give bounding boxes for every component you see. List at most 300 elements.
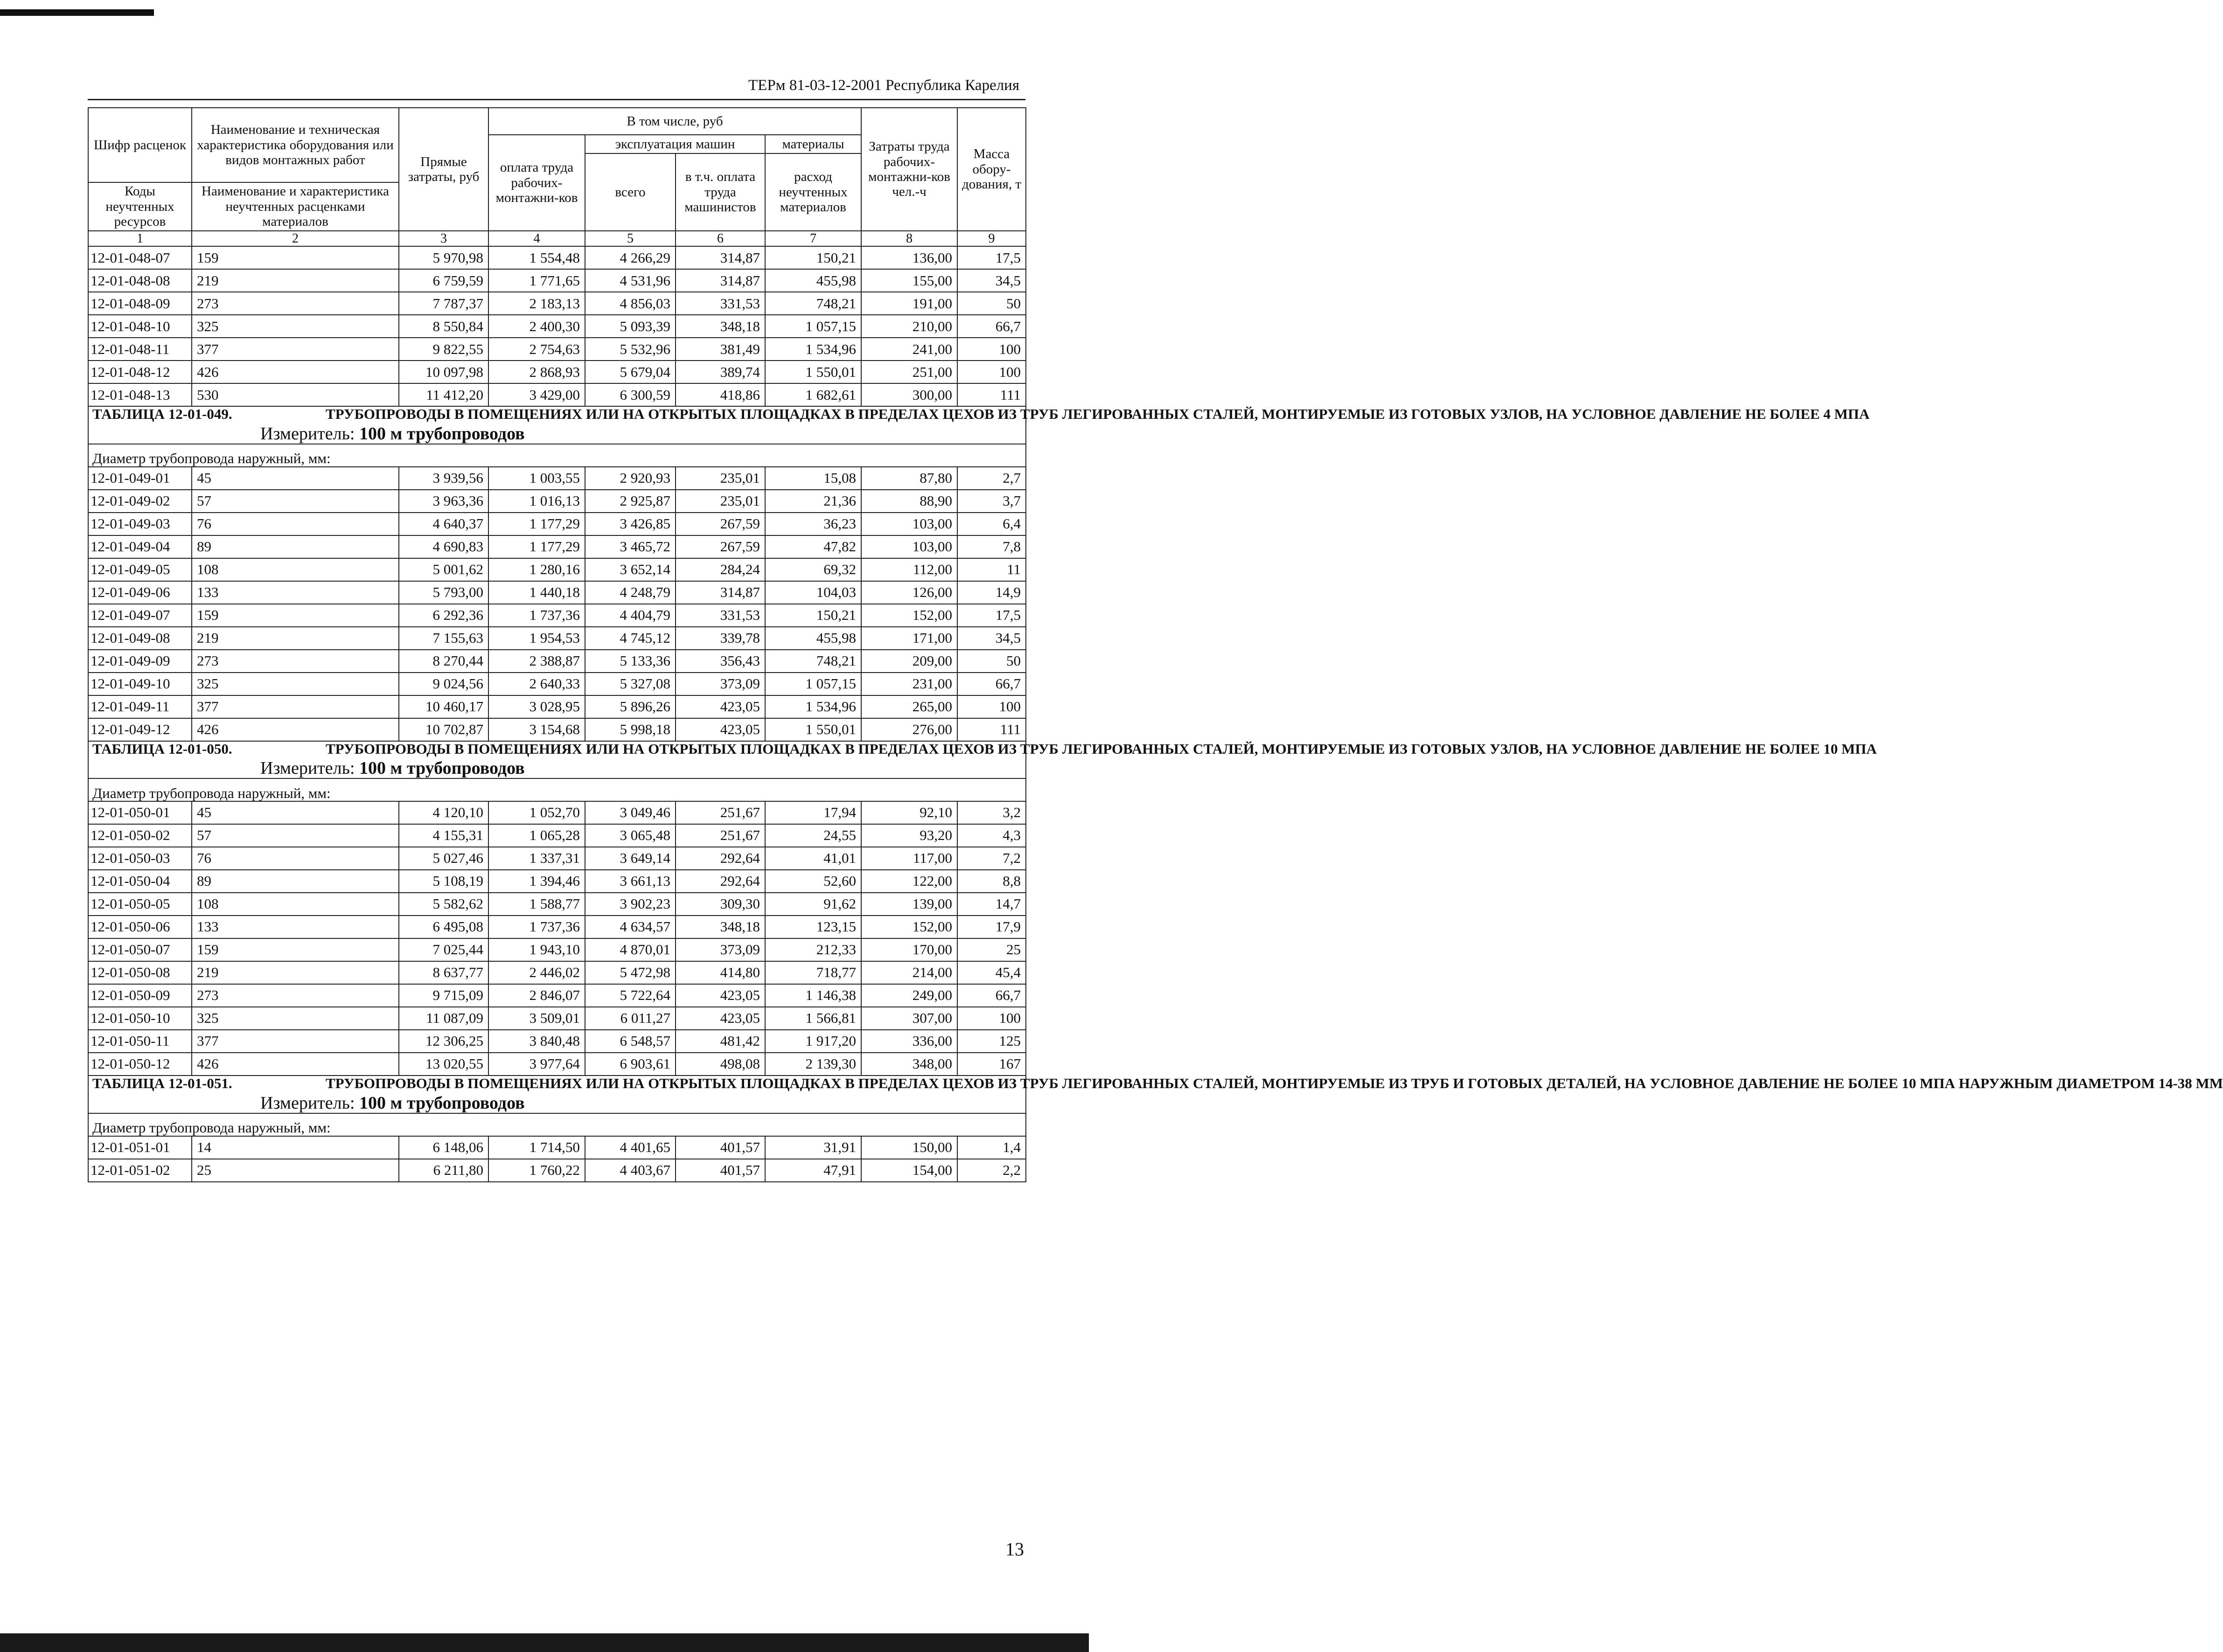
- header-labor-pay: оплата труда рабочих-монтажни-ков: [488, 135, 585, 231]
- labor-pay-cell: 1 954,53: [488, 627, 585, 650]
- materials-cost-cell: 123,15: [765, 916, 861, 938]
- machines-cost-cell: 3 652,14: [585, 558, 676, 581]
- table-row: [88, 916, 1026, 938]
- header-unaccounted-materials: расход неучтенных материалов: [765, 153, 861, 231]
- mass-cell: 111: [957, 383, 1026, 406]
- mass-cell: 45,4: [957, 961, 1026, 984]
- operators-pay-cell: 235,01: [676, 490, 765, 513]
- meter-value: 100 м трубопроводов: [359, 423, 525, 444]
- document-header: ТЕРм 81-03-12-2001 Республика Карелия: [748, 77, 1019, 94]
- labor-pay-cell: 2 388,87: [488, 650, 585, 673]
- direct-cost-cell: 9 024,56: [399, 673, 488, 695]
- materials-cost-cell: 52,60: [765, 870, 861, 893]
- rate-code: 12-01-049-07: [88, 604, 192, 627]
- table-row: [88, 847, 1026, 870]
- section-subheading-row: [88, 444, 1026, 467]
- diameter-cell: 25: [192, 1159, 399, 1182]
- labor-pay-cell: 1 714,50: [488, 1136, 585, 1159]
- mass-cell: 2,2: [957, 1159, 1026, 1182]
- direct-cost-cell: 6 211,80: [399, 1159, 488, 1182]
- section-title-prefix: ТАБЛИЦА 12-01-051.: [92, 1075, 232, 1092]
- materials-cost-cell: 1 682,61: [765, 383, 861, 406]
- materials-cost-cell: 91,62: [765, 893, 861, 916]
- machines-cost-cell: 6 903,61: [585, 1053, 676, 1076]
- operators-pay-cell: 284,24: [676, 558, 765, 581]
- diameter-cell: 325: [192, 315, 399, 338]
- diameter-cell: 76: [192, 513, 399, 535]
- mass-cell: 66,7: [957, 315, 1026, 338]
- direct-cost-cell: 6 148,06: [399, 1136, 488, 1159]
- rate-code: 12-01-049-05: [88, 558, 192, 581]
- machines-cost-cell: 5 472,98: [585, 961, 676, 984]
- operators-pay-cell: 381,49: [676, 338, 765, 361]
- machines-cost-cell: 4 401,65: [585, 1136, 676, 1159]
- labor-pay-cell: 3 509,01: [488, 1007, 585, 1030]
- diameter-cell: 57: [192, 824, 399, 847]
- mass-cell: 50: [957, 292, 1026, 315]
- direct-cost-cell: 8 637,77: [399, 961, 488, 984]
- section-subheading: Диаметр трубопровода наружный, мм:: [88, 778, 1026, 801]
- table-row: [88, 558, 1026, 581]
- machines-cost-cell: 5 133,36: [585, 650, 676, 673]
- materials-cost-cell: 24,55: [765, 824, 861, 847]
- mass-cell: 14,7: [957, 893, 1026, 916]
- table-row: [88, 1136, 1026, 1159]
- materials-cost-cell: 17,94: [765, 801, 861, 824]
- operators-pay-cell: 235,01: [676, 467, 765, 490]
- materials-cost-cell: 69,32: [765, 558, 861, 581]
- rate-code: 12-01-048-08: [88, 269, 192, 292]
- diameter-cell: 76: [192, 847, 399, 870]
- section-title-cell: [88, 1075, 2223, 1113]
- table-row: [88, 893, 1026, 916]
- operators-pay-cell: 348,18: [676, 315, 765, 338]
- page-number: 13: [1005, 1539, 1024, 1560]
- materials-cost-cell: 1 550,01: [765, 718, 861, 741]
- labor-hours-cell: 170,00: [861, 938, 957, 961]
- rate-code: 12-01-050-06: [88, 916, 192, 938]
- machines-cost-cell: 5 327,08: [585, 673, 676, 695]
- operators-pay-cell: 314,87: [676, 581, 765, 604]
- materials-cost-cell: 748,21: [765, 292, 861, 315]
- materials-cost-cell: 104,03: [765, 581, 861, 604]
- table-row: [88, 938, 1026, 961]
- rate-code: 12-01-049-04: [88, 535, 192, 558]
- direct-cost-cell: 5 027,46: [399, 847, 488, 870]
- table-row: [88, 673, 1026, 695]
- operators-pay-cell: 331,53: [676, 604, 765, 627]
- labor-pay-cell: 1 177,29: [488, 535, 585, 558]
- mass-cell: 100: [957, 695, 1026, 718]
- direct-cost-cell: 13 020,55: [399, 1053, 488, 1076]
- meter-value: 100 м трубопроводов: [359, 1093, 525, 1113]
- table-row: [88, 650, 1026, 673]
- machines-cost-cell: 5 093,39: [585, 315, 676, 338]
- direct-cost-cell: 5 970,98: [399, 246, 488, 269]
- table-row: [88, 961, 1026, 984]
- labor-pay-cell: 1 943,10: [488, 938, 585, 961]
- operators-pay-cell: 414,80: [676, 961, 765, 984]
- mass-cell: 17,5: [957, 246, 1026, 269]
- machines-cost-cell: 3 465,72: [585, 535, 676, 558]
- labor-pay-cell: 2 868,93: [488, 361, 585, 383]
- scan-artifact-top: [0, 9, 154, 16]
- table-row: [88, 604, 1026, 627]
- labor-pay-cell: 2 183,13: [488, 292, 585, 315]
- section-subheading-row: [88, 1113, 1026, 1136]
- labor-hours-cell: 155,00: [861, 269, 957, 292]
- labor-hours-cell: 103,00: [861, 513, 957, 535]
- diameter-cell: 45: [192, 467, 399, 490]
- mass-cell: 7,2: [957, 847, 1026, 870]
- labor-pay-cell: 1 065,28: [488, 824, 585, 847]
- operators-pay-cell: 401,57: [676, 1136, 765, 1159]
- section-title-prefix: ТАБЛИЦА 12-01-049.: [92, 406, 232, 423]
- table-row: [88, 513, 1026, 535]
- header-code: Шифр расценок: [88, 108, 192, 182]
- mass-cell: 6,4: [957, 513, 1026, 535]
- rate-code: 12-01-050-05: [88, 893, 192, 916]
- rate-code: 12-01-050-09: [88, 984, 192, 1007]
- direct-cost-cell: 10 097,98: [399, 361, 488, 383]
- direct-cost-cell: 12 306,25: [399, 1030, 488, 1053]
- mass-cell: 2,7: [957, 467, 1026, 490]
- operators-pay-cell: 373,09: [676, 673, 765, 695]
- header-direct-cost: Прямые затраты, руб: [399, 108, 488, 231]
- diameter-cell: 377: [192, 1030, 399, 1053]
- diameter-cell: 108: [192, 558, 399, 581]
- diameter-cell: 273: [192, 984, 399, 1007]
- machines-cost-cell: 6 300,59: [585, 383, 676, 406]
- materials-cost-cell: 47,91: [765, 1159, 861, 1182]
- mass-cell: 7,8: [957, 535, 1026, 558]
- direct-cost-cell: 11 087,09: [399, 1007, 488, 1030]
- rate-code: 12-01-050-11: [88, 1030, 192, 1053]
- table-row: [88, 467, 1026, 490]
- operators-pay-cell: 331,53: [676, 292, 765, 315]
- mass-cell: 50: [957, 650, 1026, 673]
- mass-cell: 3,7: [957, 490, 1026, 513]
- materials-cost-cell: 36,23: [765, 513, 861, 535]
- section-title: ТРУБОПРОВОДЫ В ПОМЕЩЕНИЯХ ИЛИ НА ОТКРЫТЫХ ПЛОЩАДКАХ В ПРЕДЕЛАХ ЦЕХОВ ИЗ ТРУБ ЛЕГИРОВАННЫХ СТАЛЕЙ, МОНТИРУЕМЫЕ ИЗ ГОТОВЫХ УЗЛОВ, НА УСЛОВНОЕ ДАВЛЕНИЕ НЕ БОЛЕЕ 10 МПА: [326, 740, 1877, 757]
- mass-cell: 66,7: [957, 984, 1026, 1007]
- mass-cell: 66,7: [957, 673, 1026, 695]
- column-number: 9: [957, 231, 1026, 246]
- rate-code: 12-01-049-02: [88, 490, 192, 513]
- materials-cost-cell: 31,91: [765, 1136, 861, 1159]
- diameter-cell: 426: [192, 361, 399, 383]
- header-machines-total: всего: [585, 153, 676, 231]
- header-materials: материалы: [765, 135, 861, 153]
- labor-hours-cell: 150,00: [861, 1136, 957, 1159]
- rate-code: 12-01-050-08: [88, 961, 192, 984]
- labor-hours-cell: 249,00: [861, 984, 957, 1007]
- table-row: [88, 824, 1026, 847]
- rate-code: 12-01-048-11: [88, 338, 192, 361]
- direct-cost-cell: 5 582,62: [399, 893, 488, 916]
- materials-cost-cell: 2 139,30: [765, 1053, 861, 1076]
- diameter-cell: 530: [192, 383, 399, 406]
- materials-cost-cell: 212,33: [765, 938, 861, 961]
- meter-value: 100 м трубопроводов: [359, 758, 525, 778]
- diameter-cell: 45: [192, 801, 399, 824]
- table-row: [88, 984, 1026, 1007]
- operators-pay-cell: 481,42: [676, 1030, 765, 1053]
- operators-pay-cell: 267,59: [676, 535, 765, 558]
- section-subheading: Диаметр трубопровода наружный, мм:: [88, 1113, 1026, 1136]
- rate-code: 12-01-051-02: [88, 1159, 192, 1182]
- labor-hours-cell: 139,00: [861, 893, 957, 916]
- column-number: 5: [585, 231, 676, 246]
- rate-code: 12-01-049-03: [88, 513, 192, 535]
- labor-hours-cell: 88,90: [861, 490, 957, 513]
- diameter-cell: 14: [192, 1136, 399, 1159]
- direct-cost-cell: 4 155,31: [399, 824, 488, 847]
- header-materials-name: Наименование и характеристика неучтенных расценками материалов: [192, 182, 399, 231]
- materials-cost-cell: 47,82: [765, 535, 861, 558]
- operators-pay-cell: 423,05: [676, 695, 765, 718]
- labor-hours-cell: 300,00: [861, 383, 957, 406]
- column-number: 4: [488, 231, 585, 246]
- diameter-cell: 273: [192, 650, 399, 673]
- header-name: Наименование и техническая характеристика оборудования или видов монтажных работ: [192, 108, 399, 182]
- operators-pay-cell: 348,18: [676, 916, 765, 938]
- machines-cost-cell: 4 403,67: [585, 1159, 676, 1182]
- meter-label: Измеритель:: [260, 1093, 355, 1113]
- operators-pay-cell: 423,05: [676, 984, 765, 1007]
- machines-cost-cell: 6 011,27: [585, 1007, 676, 1030]
- diameter-cell: 133: [192, 581, 399, 604]
- machines-cost-cell: 3 065,48: [585, 824, 676, 847]
- meter-label: Измеритель:: [260, 423, 355, 444]
- materials-cost-cell: 150,21: [765, 246, 861, 269]
- section-subheading: Диаметр трубопровода наружный, мм:: [88, 444, 1026, 467]
- materials-cost-cell: 1 146,38: [765, 984, 861, 1007]
- labor-hours-cell: 209,00: [861, 650, 957, 673]
- labor-hours-cell: 210,00: [861, 315, 957, 338]
- direct-cost-cell: 11 412,20: [399, 383, 488, 406]
- labor-pay-cell: 3 028,95: [488, 695, 585, 718]
- mass-cell: 111: [957, 718, 1026, 741]
- direct-cost-cell: 5 793,00: [399, 581, 488, 604]
- machines-cost-cell: 3 902,23: [585, 893, 676, 916]
- direct-cost-cell: 5 108,19: [399, 870, 488, 893]
- machines-cost-cell: 2 920,93: [585, 467, 676, 490]
- machines-cost-cell: 4 531,96: [585, 269, 676, 292]
- diameter-cell: 219: [192, 961, 399, 984]
- rate-code: 12-01-049-08: [88, 627, 192, 650]
- column-number: 1: [88, 231, 192, 246]
- labor-pay-cell: 1 177,29: [488, 513, 585, 535]
- materials-cost-cell: 748,21: [765, 650, 861, 673]
- diameter-cell: 108: [192, 893, 399, 916]
- labor-pay-cell: 3 429,00: [488, 383, 585, 406]
- labor-hours-cell: 231,00: [861, 673, 957, 695]
- section-subheading-row: [88, 778, 1026, 801]
- machines-cost-cell: 4 870,01: [585, 938, 676, 961]
- header-labor-hours: Затраты труда рабочих-монтажни-ков чел.-ч: [861, 108, 957, 231]
- labor-pay-cell: 1 280,16: [488, 558, 585, 581]
- table-section: [88, 1075, 2223, 1181]
- rate-code: 12-01-048-13: [88, 383, 192, 406]
- operators-pay-cell: 339,78: [676, 627, 765, 650]
- section-title-row: [88, 741, 1026, 778]
- table-row: [88, 535, 1026, 558]
- labor-hours-cell: 276,00: [861, 718, 957, 741]
- machines-cost-cell: 4 404,79: [585, 604, 676, 627]
- table-row: [88, 361, 1026, 383]
- materials-cost-cell: 718,77: [765, 961, 861, 984]
- table-row: [88, 581, 1026, 604]
- rate-code: 12-01-049-09: [88, 650, 192, 673]
- diameter-cell: 325: [192, 1007, 399, 1030]
- mass-cell: 167: [957, 1053, 1026, 1076]
- machines-cost-cell: 4 266,29: [585, 246, 676, 269]
- materials-cost-cell: 1 566,81: [765, 1007, 861, 1030]
- materials-cost-cell: 41,01: [765, 847, 861, 870]
- table-row: [88, 383, 1026, 406]
- labor-pay-cell: 1 554,48: [488, 246, 585, 269]
- mass-cell: 14,9: [957, 581, 1026, 604]
- table-row: [88, 490, 1026, 513]
- labor-pay-cell: 1 737,36: [488, 604, 585, 627]
- table-header: [88, 108, 1026, 246]
- rate-code: 12-01-049-01: [88, 467, 192, 490]
- labor-hours-cell: 122,00: [861, 870, 957, 893]
- rate-code: 12-01-049-11: [88, 695, 192, 718]
- labor-hours-cell: 136,00: [861, 246, 957, 269]
- labor-hours-cell: 191,00: [861, 292, 957, 315]
- rate-code: 12-01-050-07: [88, 938, 192, 961]
- price-table: [88, 107, 2223, 1182]
- materials-cost-cell: 455,98: [765, 627, 861, 650]
- diameter-cell: 57: [192, 490, 399, 513]
- table-row: [88, 627, 1026, 650]
- machines-cost-cell: 5 532,96: [585, 338, 676, 361]
- labor-hours-cell: 265,00: [861, 695, 957, 718]
- section-meter: [92, 425, 1022, 444]
- labor-pay-cell: 1 771,65: [488, 269, 585, 292]
- operators-pay-cell: 309,30: [676, 893, 765, 916]
- rate-code: 12-01-050-10: [88, 1007, 192, 1030]
- diameter-cell: 273: [192, 292, 399, 315]
- rate-code: 12-01-050-03: [88, 847, 192, 870]
- mass-cell: 1,4: [957, 1136, 1026, 1159]
- labor-pay-cell: 1 760,22: [488, 1159, 585, 1182]
- header-machines: эксплуатация машин: [585, 135, 765, 153]
- header-mass: Масса обору-дования, т: [957, 108, 1026, 231]
- materials-cost-cell: 1 534,96: [765, 338, 861, 361]
- direct-cost-cell: 8 270,44: [399, 650, 488, 673]
- section-title-row: [88, 1076, 1026, 1113]
- operators-pay-cell: 314,87: [676, 269, 765, 292]
- machines-cost-cell: 5 679,04: [585, 361, 676, 383]
- direct-cost-cell: 4 120,10: [399, 801, 488, 824]
- header-operators-pay: в т.ч. оплата труда машинистов: [676, 153, 765, 231]
- mass-cell: 25: [957, 938, 1026, 961]
- table-row: [88, 338, 1026, 361]
- labor-hours-cell: 152,00: [861, 604, 957, 627]
- labor-pay-cell: 2 400,30: [488, 315, 585, 338]
- labor-hours-cell: 241,00: [861, 338, 957, 361]
- direct-cost-cell: 9 822,55: [399, 338, 488, 361]
- labor-hours-cell: 171,00: [861, 627, 957, 650]
- machines-cost-cell: 3 426,85: [585, 513, 676, 535]
- rate-code: 12-01-048-10: [88, 315, 192, 338]
- direct-cost-cell: 8 550,84: [399, 315, 488, 338]
- labor-pay-cell: 1 003,55: [488, 467, 585, 490]
- table-section: [88, 740, 1877, 1076]
- materials-cost-cell: 1 917,20: [765, 1030, 861, 1053]
- table-row: [88, 1030, 1026, 1053]
- table-row: [88, 870, 1026, 893]
- direct-cost-cell: 4 690,83: [399, 535, 488, 558]
- operators-pay-cell: 251,67: [676, 801, 765, 824]
- labor-pay-cell: 2 754,63: [488, 338, 585, 361]
- machines-cost-cell: 3 049,46: [585, 801, 676, 824]
- labor-pay-cell: 3 840,48: [488, 1030, 585, 1053]
- operators-pay-cell: 314,87: [676, 246, 765, 269]
- diameter-cell: 377: [192, 695, 399, 718]
- labor-pay-cell: 2 640,33: [488, 673, 585, 695]
- table-section: [88, 246, 1026, 406]
- rate-code: 12-01-050-01: [88, 801, 192, 824]
- diameter-cell: 159: [192, 938, 399, 961]
- machines-cost-cell: 4 248,79: [585, 581, 676, 604]
- operators-pay-cell: 356,43: [676, 650, 765, 673]
- rate-code: 12-01-049-12: [88, 718, 192, 741]
- operators-pay-cell: 423,05: [676, 718, 765, 741]
- labor-pay-cell: 1 337,31: [488, 847, 585, 870]
- header-including: В том числе, руб: [488, 108, 861, 135]
- labor-hours-cell: 348,00: [861, 1053, 957, 1076]
- labor-hours-cell: 103,00: [861, 535, 957, 558]
- machines-cost-cell: 3 649,14: [585, 847, 676, 870]
- section-meter: [92, 759, 1022, 778]
- direct-cost-cell: 3 963,36: [399, 490, 488, 513]
- rate-code: 12-01-051-01: [88, 1136, 192, 1159]
- machines-cost-cell: 5 896,26: [585, 695, 676, 718]
- rate-code: 12-01-049-10: [88, 673, 192, 695]
- materials-cost-cell: 15,08: [765, 467, 861, 490]
- operators-pay-cell: 401,57: [676, 1159, 765, 1182]
- mass-cell: 100: [957, 1007, 1026, 1030]
- rate-code: 12-01-050-04: [88, 870, 192, 893]
- machines-cost-cell: 2 925,87: [585, 490, 676, 513]
- rate-code: 12-01-050-12: [88, 1053, 192, 1076]
- labor-hours-cell: 251,00: [861, 361, 957, 383]
- mass-cell: 4,3: [957, 824, 1026, 847]
- direct-cost-cell: 7 025,44: [399, 938, 488, 961]
- operators-pay-cell: 418,86: [676, 383, 765, 406]
- diameter-cell: 219: [192, 269, 399, 292]
- table-row: [88, 695, 1026, 718]
- materials-cost-cell: 455,98: [765, 269, 861, 292]
- table-row: [88, 292, 1026, 315]
- diameter-cell: 377: [192, 338, 399, 361]
- labor-pay-cell: 1 052,70: [488, 801, 585, 824]
- column-number: 3: [399, 231, 488, 246]
- labor-hours-cell: 87,80: [861, 467, 957, 490]
- table-row: [88, 1159, 1026, 1182]
- operators-pay-cell: 292,64: [676, 870, 765, 893]
- section-title-row: [88, 406, 1026, 444]
- labor-hours-cell: 154,00: [861, 1159, 957, 1182]
- direct-cost-cell: 4 640,37: [399, 513, 488, 535]
- section-title-cell: [88, 740, 1877, 778]
- labor-pay-cell: 2 846,07: [488, 984, 585, 1007]
- labor-hours-cell: 112,00: [861, 558, 957, 581]
